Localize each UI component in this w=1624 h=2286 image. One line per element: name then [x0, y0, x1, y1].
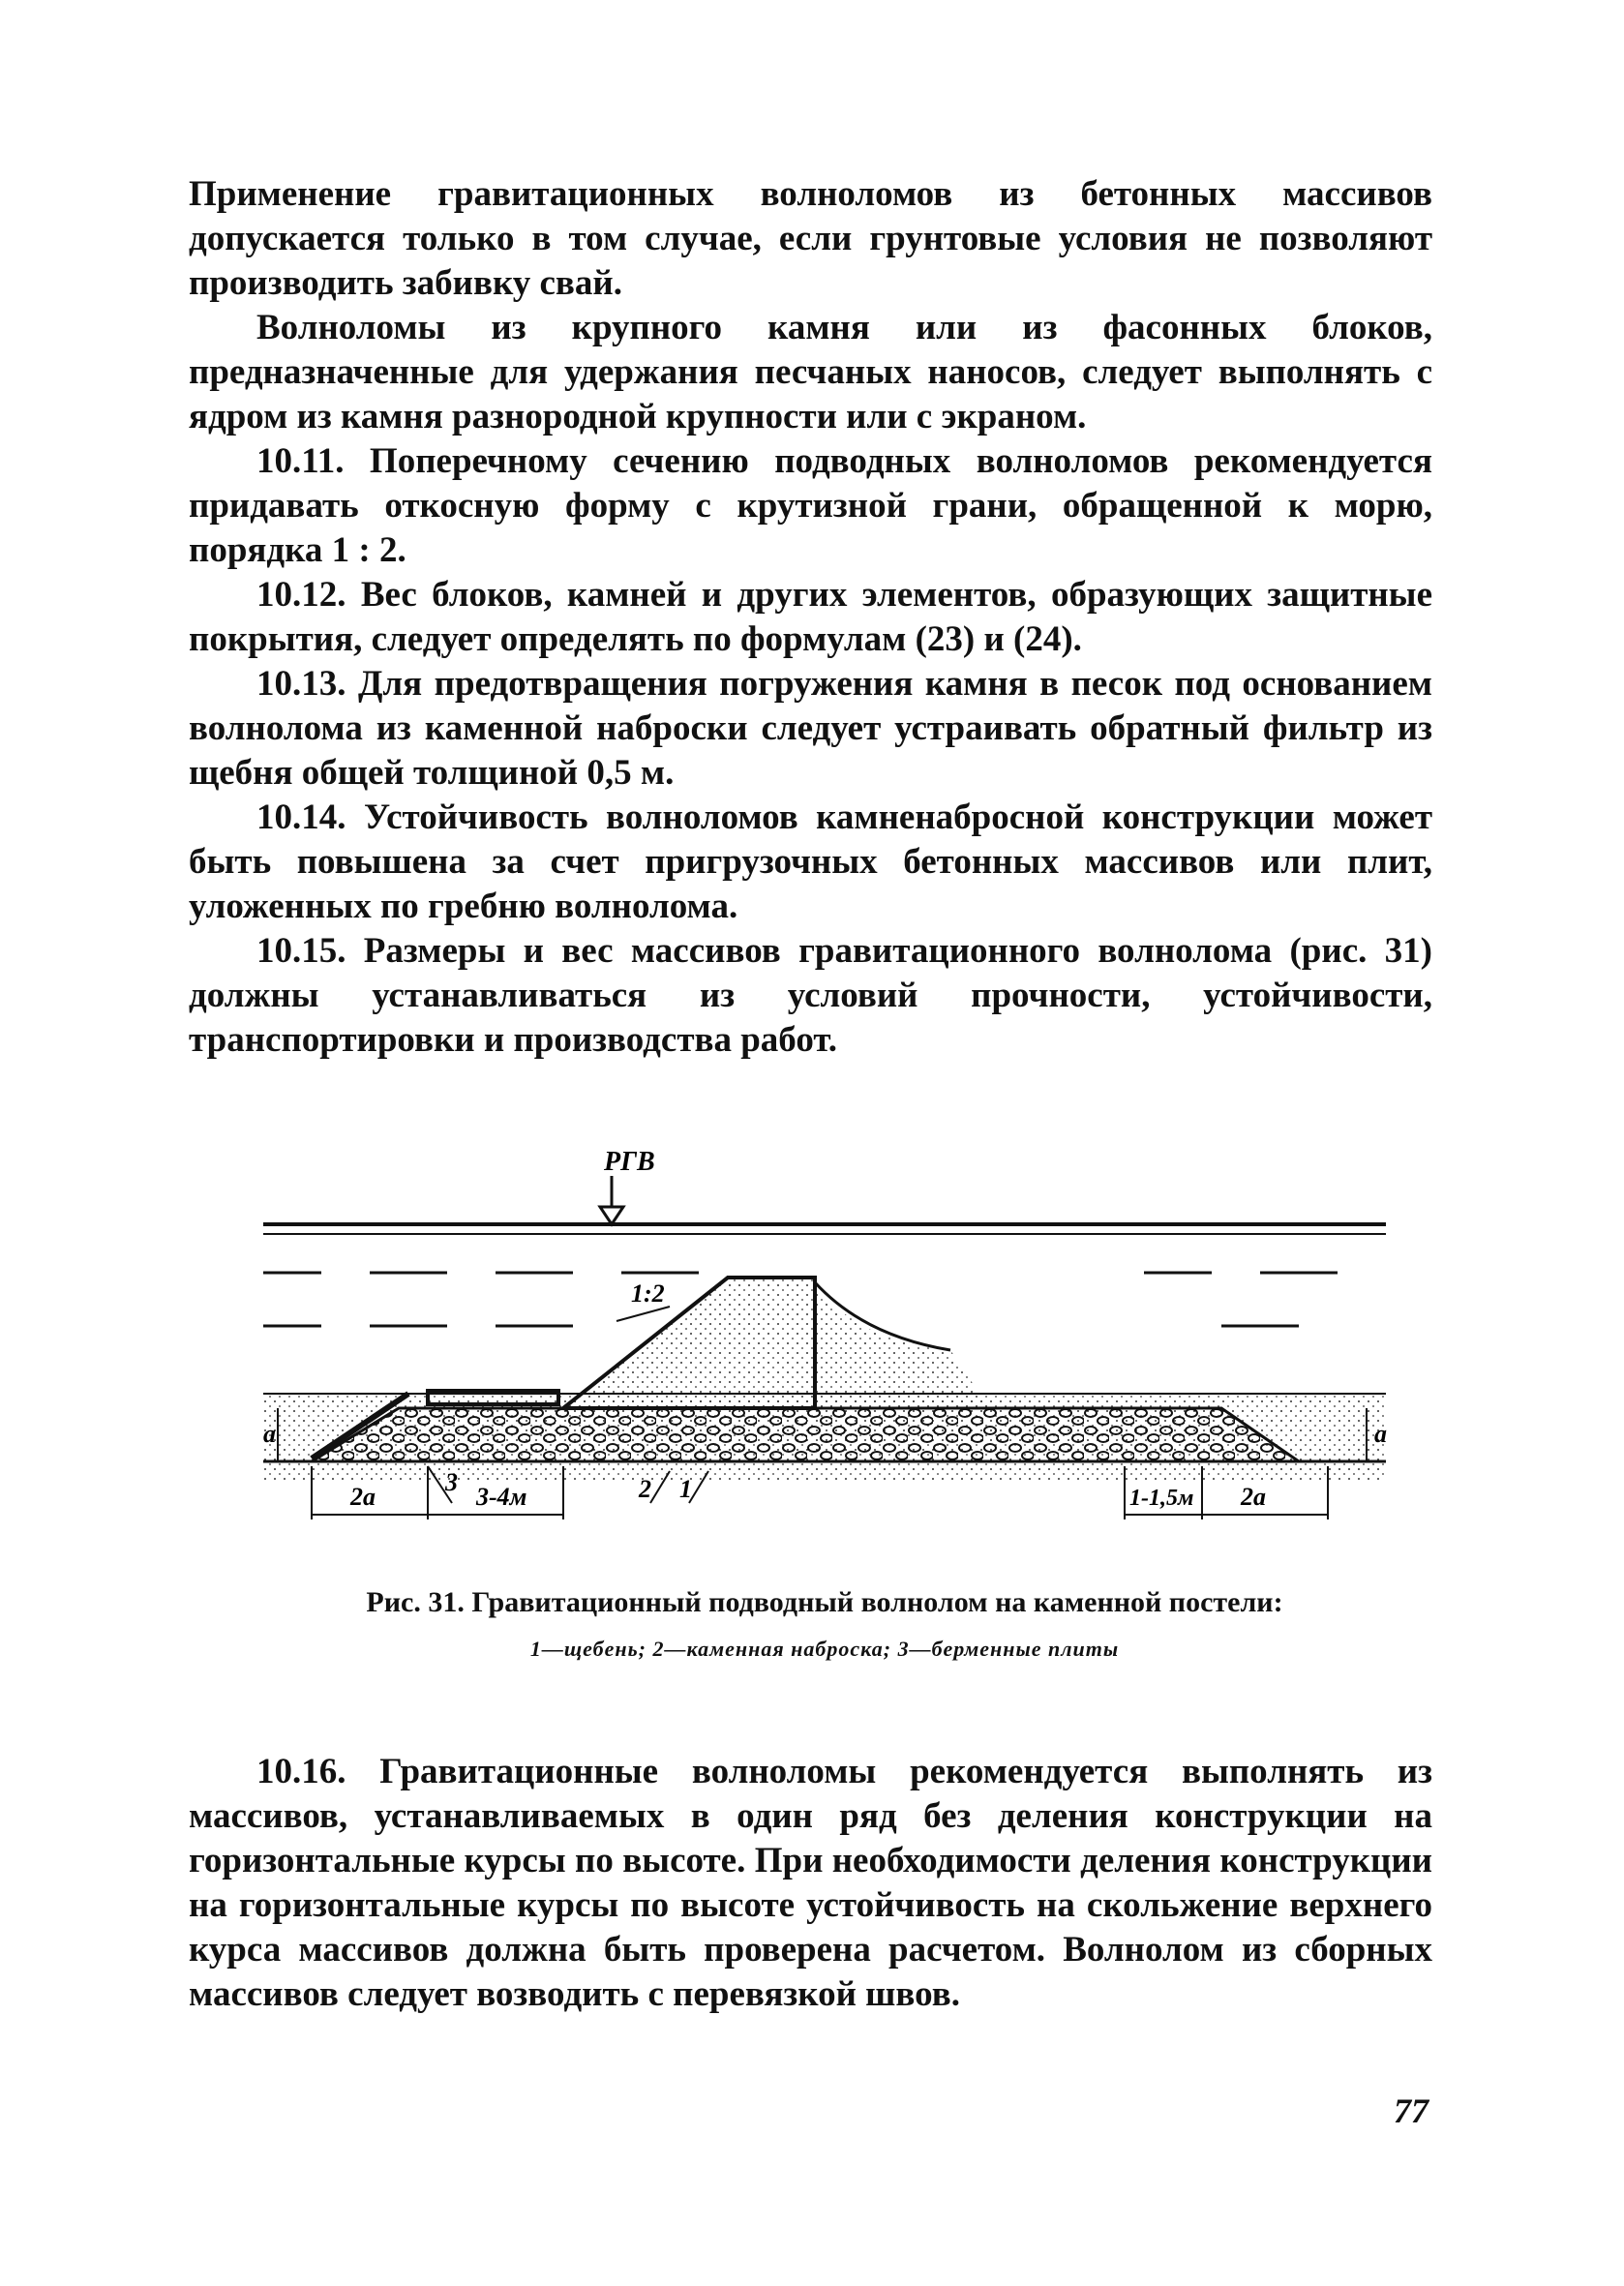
- callout-2: 2: [639, 1475, 651, 1503]
- caption-legend: 1—щебень; 2—каменная наброска; 3—берменные плиты: [529, 1637, 1120, 1661]
- water-level-label: РГВ: [604, 1147, 655, 1177]
- dim-right-label-1: 1-1,5м: [1129, 1486, 1194, 1511]
- breakwater-figure: [254, 1147, 1396, 1602]
- water-level-marker: [600, 1147, 655, 1224]
- body-text-bottom: [189, 1750, 1432, 2017]
- callout-3: 3: [445, 1468, 458, 1496]
- side-label-right: а: [1374, 1420, 1387, 1448]
- paragraph: 10.12. Вес блоков, камней и других элементов, образующих защитные покрытия, следует определять по формулам (23) и (24).: [189, 575, 1432, 659]
- paragraph: 10.14. Устойчивость волноломов камненабросной конструкции может быть повышена за счет пригрузочных бетонных массивов или плит, уложенных по гребню волнолома.: [189, 797, 1432, 926]
- caption-title: Рис. 31. Гравитационный подводный волнолом на каменной постели:: [366, 1586, 1283, 1618]
- paragraph: 10.15. Размеры и вес массивов гравитационного волнолома (рис. 31) должны устанавливаться из условий прочности, устойчивости, транспортировки и производства работ.: [189, 931, 1432, 1060]
- paragraph: 10.13. Для предотвращения погружения камня в песок под основанием волнолома из каменной наброски следует устраивать обратный фильтр из щебня общей толщиной 0,5 м.: [189, 664, 1432, 793]
- paragraph: Применение гравитационных волноломов из бетонных массивов допускается только в том случае, если грунтовые условия не позволяют производить забивку свай.: [189, 174, 1432, 303]
- breakwater-body: [563, 1278, 815, 1408]
- figure-caption: [254, 1585, 1396, 1667]
- page-number: 77: [1394, 2091, 1429, 2130]
- side-label-left: а: [263, 1420, 276, 1448]
- callout-1: 1: [679, 1475, 692, 1503]
- slope-label: 1:2: [631, 1279, 665, 1308]
- dim-mid-label: 3-4м: [476, 1483, 527, 1511]
- paragraph: 10.11. Поперечному сечению подводных волноломов рекомендуется придавать откосную форму с крутизной грани, обращенной к морю, порядка 1 : 2.: [189, 441, 1432, 570]
- body-text-top: [189, 172, 1432, 1063]
- stone-mound: [312, 1408, 1299, 1461]
- dim-right-label-2: 2а: [1241, 1483, 1266, 1511]
- paragraph: Волноломы из крупного камня или из фасонных блоков, предназначенные для удержания песчаных наносов, следует выполнять с ядром из камня разнородной крупности или с экраном.: [189, 308, 1432, 436]
- paragraph: 10.16. Гравитационные волноломы рекомендуется выполнять из массивов, устанавливаемых в один ряд без деления конструкции на горизонтальные курсы по высоте. При необходимости деления конструкции на горизонтальные курсы по высоте устойчивость на скольжение верхнего курса массивов должна быть проверена расчетом. Волнолом из сборных массивов следует возводить с перевязкой швов.: [189, 1752, 1432, 2014]
- backfill: [815, 1282, 989, 1408]
- dim-left-label: 2а: [350, 1483, 376, 1511]
